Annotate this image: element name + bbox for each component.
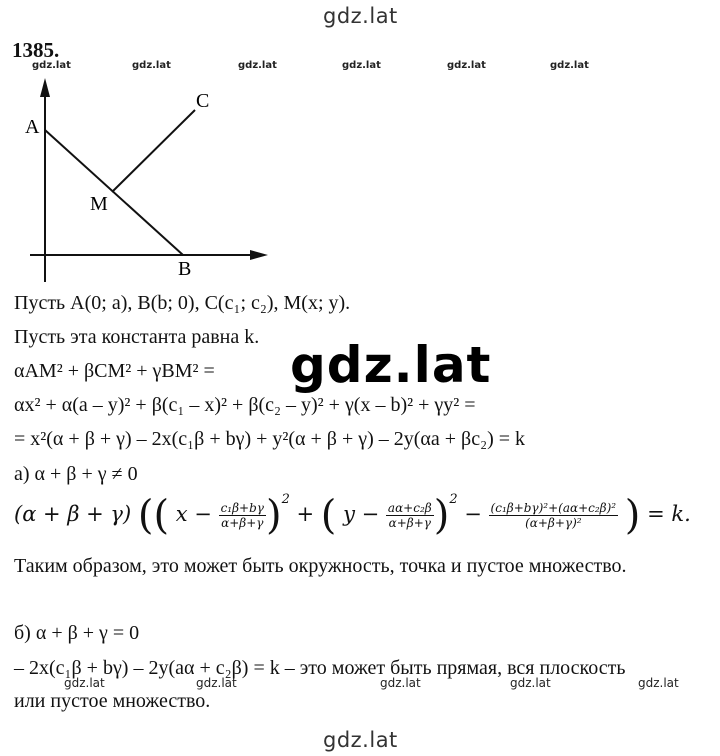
label-c: C — [196, 90, 210, 112]
label-b: B — [178, 258, 192, 280]
y-axis-arrow — [40, 78, 50, 97]
equation-line-2: αx² + α(a – y)² + β(c₁ – x)² + β(c₂ – y)² + γ(x – b)² + γy² = — [14, 394, 476, 416]
case-b-continuation: или пустое множество. — [14, 690, 211, 712]
watermark-small: gdz.lat — [342, 60, 381, 71]
watermark-top: gdz.lat — [323, 4, 398, 28]
label-m: M — [90, 193, 108, 215]
let-constant-line: Пусть эта константа равна k. — [14, 326, 260, 348]
watermark-center: gdz.lat — [290, 336, 492, 394]
watermark-bottom: gdz.lat — [323, 728, 398, 752]
geometry-figure — [0, 0, 300, 290]
case-b-heading: б) α + β + γ = 0 — [14, 622, 140, 644]
x-axis-arrow — [250, 250, 268, 260]
formula-x-term: x − — [175, 502, 212, 526]
watermark-small: gdz.lat — [132, 60, 171, 71]
watermark-mid: gdz.lat — [196, 676, 237, 690]
watermark-small: gdz.lat — [32, 60, 71, 71]
fraction-1: $\frac{\text{c₁β+bγ}}{\alpha+\beta+\gamma}$ — [220, 501, 264, 530]
problem-number: 1385. — [12, 38, 60, 62]
fraction-2: $\frac{\text{aα+c₂β}}{\alpha+\beta+\gamma}$ — [387, 501, 432, 530]
completed-square-formula: (α + β + γ) (( x − $\frac{\text{c₁β+bγ}}{\alpha+\beta+\gamma}$ )$^2$ + ( y − $\frac{\text{aα+c₂β}}{\alpha+\beta+\gamma}$ )$^2$ − $\frac{\text{(c₁β+bγ)²+(aα+c₂β)²}}{\text{(α+β+γ)²}}$ ) = k. — [14, 492, 691, 539]
label-a: A — [25, 116, 40, 138]
watermark-small: gdz.lat — [550, 60, 589, 71]
equation-line-1: αAM² + βCM² + γBM² = — [14, 360, 215, 382]
let-points-line: Пусть A(0; a), B(b; 0), C(c₁; c₂), M(x; y). — [14, 292, 351, 314]
watermark-mid: gdz.lat — [638, 676, 679, 690]
watermark-small: gdz.lat — [238, 60, 277, 71]
case-b-equation: – 2x(c₁β + bγ) – 2y(aα + c₂β) = k – это может быть прямая, вся плоскость — [14, 657, 626, 679]
watermark-mid: gdz.lat — [380, 676, 421, 690]
segment-ab — [45, 130, 183, 255]
watermark-small: gdz.lat — [447, 60, 486, 71]
case-a-heading: а) α + β + γ ≠ 0 — [14, 463, 138, 485]
formula-y-term: y − — [343, 502, 380, 526]
formula-rhs: = k. — [647, 502, 691, 526]
formula-prefix: (α + β + γ) — [14, 502, 132, 526]
watermark-mid: gdz.lat — [510, 676, 551, 690]
fraction-3: $\frac{\text{(c₁β+bγ)²+(aα+c₂β)²}}{\text{(α+β+γ)²}}$ — [490, 501, 617, 530]
segment-mc — [112, 110, 195, 192]
equation-line-3: = x²(α + β + γ) – 2x(c₁β + bγ) + y²(α + β + γ) – 2y(αa + βc₂) = k — [14, 428, 526, 450]
watermark-mid: gdz.lat — [64, 676, 105, 690]
conclusion-a: Таким образом, это может быть окружность, точка и пустое множество. — [14, 555, 627, 577]
